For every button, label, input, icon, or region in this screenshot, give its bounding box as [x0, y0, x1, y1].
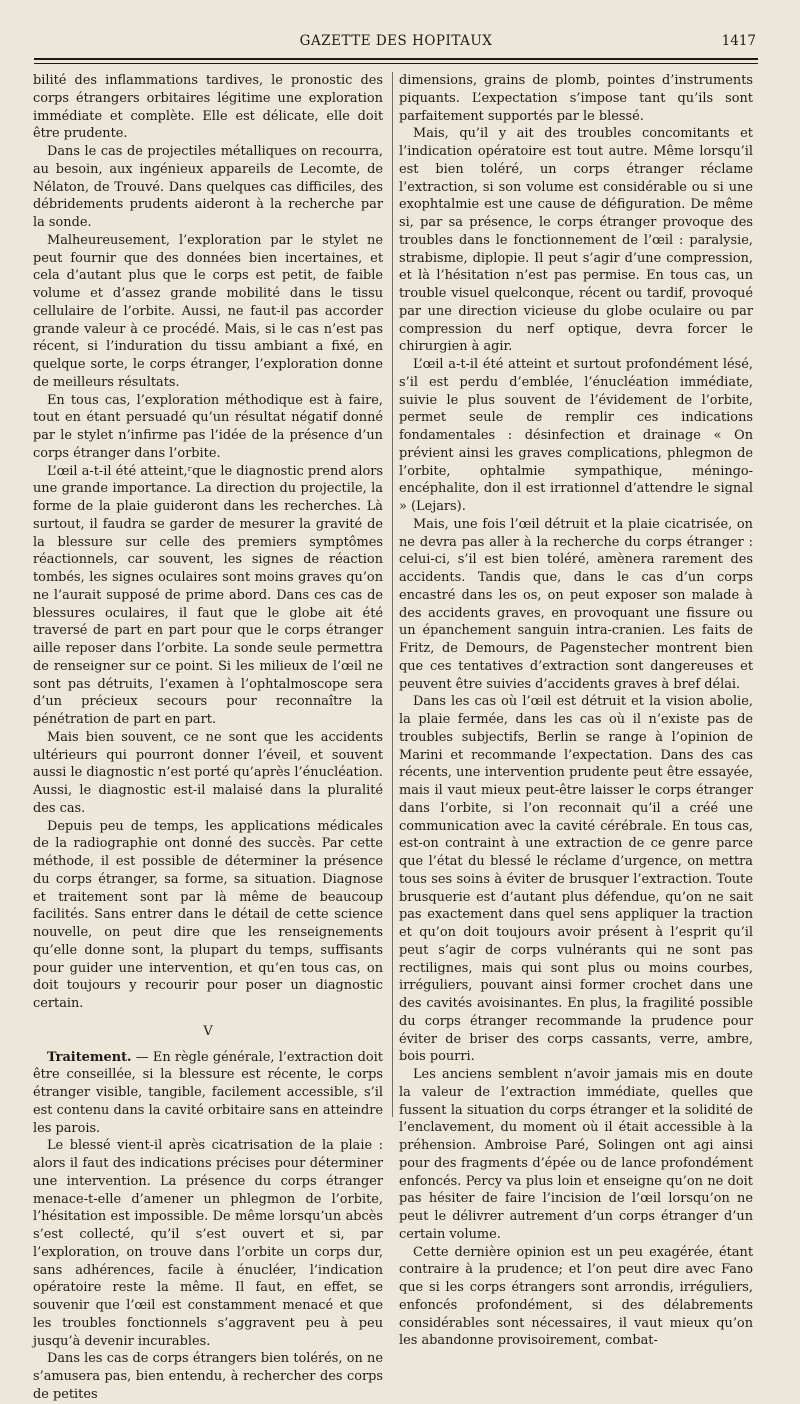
- paragraph-text: — En règle générale, l’extraction doit être conseillée, si la blessure est récente, le corps étranger visible, tangible, facilement accessible, s’il est contenu dans la cavité orbitaire sans en atteindre les parois.: [33, 1049, 383, 1136]
- paragraph: L’œil a-t-il été atteint et surtout profondément lésé, s’il est perdu d’emblée, l’énucléation immédiate, suivie le plus souvent de l’évidement de l’orbite, permet seule de remplir ces indications fondamentales : désinfection et drainage « On prévient ainsi les graves complications, phlegmon de l’orbite, ophtalmie sympathique, méningo-encéphalite, don il est irrationnel d’attendre le signal » (Lejars).: [399, 357, 753, 514]
- paragraph: Dans les cas de corps étrangers bien tolérés, on ne s’amusera pas, bien entendu, à rechercher des corps de petites: [33, 1351, 383, 1402]
- paragraph: Le blessé vient-il après cicatrisation de la plaie : alors il faut des indications précises pour déterminer une intervention. La présence du corps étranger menace-t-elle d’amener un phlegmon de l’orbite, l’hésitation est impossible. De même lorsqu’un abcès s’est collecté, qu’il s’est ouvert et si, par l’exploration, on trouve dans l’orbite un corps dur, sans adhérences, facile à énucléer, l’indication opératoire reste la même. Il faut, en effet, se souvenir que l’œil est constamment menacé et que les troubles fonctionnels s’aggravent peu à peu jusqu’à devenir incurables.: [33, 1138, 383, 1349]
- paragraph: Dans les cas où l’œil est détruit et la vision abolie, la plaie fermée, dans les cas où il n’existe pas de troubles subjectifs, Berlin se range à l’opinion de Marini et recommande l’expectation. Dans des cas récents, une intervention prudente peut être essayée, mais il vaut mieux peut-être laisser le corps étranger dans l’orbite, si l’on reconnait qu’il a créé une communication avec la cavité cérébrale. En tous cas, est-on contraint à une extraction de ce genre parce que l’état du blessé le réclame d’urgence, on mettra tous ses soins à éviter de brusquer l’extraction. Toute brusquerie est d’autant plus défendue, qu’on ne sait pas exactement dans quel sens appliquer la traction et qu’on doit toujours avoir présent à l’esprit qu’il peut s’agir de corps vulnérants qui ne sont pas rectilignes, mais qui sont plus ou moins courbes, irréguliers, pouvant ainsi former crochet dans une des cavités avoisinantes. En plus, la fragilité possible du corps étranger recommande la prudence pour éviter de briser des corps cassants, verre, ambre, bois pourri.: [399, 694, 753, 1065]
- right-column: [399, 72, 753, 1349]
- paragraph: Les anciens semblent n’avoir jamais mis en doute la valeur de l’extraction immédiate, quelles que fussent la situation du corps étranger et la solidité de l’enclavement, du moment où il était accessible à la préhension. Ambroise Paré, Solingen ont agi ainsi pour des fragments d’épée ou de lance profondément enfoncés. Percy va plus loin et enseigne qu’on ne doit pas hésiter de faire l’incision de l’œil lorsqu’on ne peut le délivrer autrement d’un corps étranger d’un certain volume.: [399, 1067, 753, 1242]
- page-number: 1417: [721, 33, 756, 49]
- paragraph: L’œil a-t-il été atteint,ʳque le diagnostic prend alors une grande importance. La direction du projectile, la forme de la plaie guideront dans les recherches. Là surtout, il faudra se garder de mesurer la gravité de la blessure sur celle des premiers symptômes réactionnels, car souvent, les signes de réaction tombés, les signes oculaires sont moins graves qu’on ne l’aurait supposé de prime abord. Dans ces cas de blessures oculaires, il faut que le globe ait été traversé de part en part pour que le corps étranger aille reposer dans l’orbite. La sonde seule permettra de renseigner sur ce point. Si les milieux de l’œil ne sont pas détruits, l’examen à l’ophtalmoscope sera d’un précieux secours pour reconnaître la pénétration de part en part.: [33, 463, 383, 727]
- header-rule-thick: [34, 58, 758, 60]
- paragraph: Mais, qu’il y ait des troubles concomitants et l’indication opératoire est tout autre. Même lorsqu’il est bien toléré, un corps étranger réclame l’extraction, si son volume est considérable ou si une exophtalmie est une cause de défiguration. De même si, par sa présence, le corps étranger provoque des troubles dans le fonctionnement de l’œil : paralysie, strabisme, diplopie. Il peut s’agir d’une compression, et là l’hésitation n’est pas permise. En tous cas, un trouble visuel quelconque, récent ou tardif, provoqué par une direction vicieuse du globe oculaire ou par compression du nerf optique, devra forcer le chirurgien à agir.: [399, 126, 753, 355]
- paragraph: Depuis peu de temps, les applications médicales de la radiographie ont donné des succès. Par cette méthode, il est possible de déterminer la présence du corps étranger, sa forme, sa situation. Diagnose et traitement sont par là même de beaucoup facilités. Sans entrer dans le détail de cette science nouvelle, on peut dire que les renseignements qu’elle donne sont, la plupart du temps, suffisants pour guider une intervention, et qu’en tous cas, on doit toujours y recourir pour poser un diagnostic certain.: [33, 818, 383, 1011]
- paragraph: Mais, une fois l’œil détruit et la plaie cicatrisée, on ne devra pas aller à la recherche du corps étranger : celui-ci, s’il est bien toléré, amènera rarement des accidents. Tandis que, dans le cas d’un corps encastré dans les os, on peut exposer son malade à des accidents graves, en provoquant une fissure ou un épanchement sanguin intra-cranien. Les faits de Fritz, de Demours, de Pagenstecher montrent bien que ces tentatives d’extraction sont dangereuses et peuvent être suivies d’accidents graves à bref délai.: [399, 516, 753, 692]
- paragraph: En tous cas, l’exploration méthodique est à faire, tout en étant persuadé qu’un résultat négatif donné par le stylet n’infirme pas l’idée de la présence d’un corps étranger dans l’orbite.: [33, 392, 383, 461]
- header-rule-thin: [34, 63, 758, 64]
- column-divider: [392, 72, 393, 1117]
- paragraph: Mais bien souvent, ce ne sont que les accidents ultérieurs qui pourront donner l’éveil, et souvent aussi le diagnostic n’est porté qu’après l’énucléation. Aussi, le diagnostic est-il malaisé dans la pluralité des cas.: [33, 729, 383, 816]
- section-heading: V: [203, 1023, 213, 1039]
- publication-title: GAZETTE DES HOPITAUX: [299, 33, 493, 49]
- page-header: [30, 33, 762, 53]
- paragraph: Malheureusement, l’exploration par le stylet ne peut fournir que des données bien incertaines, et cela d’autant plus que le corps est petit, de faible volume et d’assez grande mobilité dans le tissu cellulaire de l’orbite. Aussi, ne faut-il pas accorder grande valeur à ce procédé. Mais, si le cas n’est pas récent, si l’induration du tissu ambiant a fixé, en quelque sorte, le corps étranger, l’exploration donne de meilleurs résultats.: [33, 232, 383, 390]
- paragraph-treatment: [33, 1049, 383, 1138]
- paragraph: bilité des inflammations tardives, le pronostic des corps étrangers orbitaires légitime une exploration immédiate et complète. Elle est délicate, elle doit être prudente.: [33, 73, 383, 142]
- left-column: [33, 72, 383, 1402]
- paragraph: dimensions, grains de plomb, pointes d’instruments piquants. L’expectation s’impose tant qu’ils sont parfaitement supportés par le blessé.: [399, 73, 753, 124]
- paragraph: Dans le cas de projectiles métalliques on recourra, au besoin, aux ingénieux appareils de Lecomte, de Nélaton, de Trouvé. Dans quelques cas difficiles, des débridements prudents aideront à la recherche par la sonde.: [33, 144, 383, 230]
- paragraph: Cette dernière opinion est un peu exagérée, étant contraire à la prudence; et l’on peut dire avec Fano que si les corps étrangers sont arrondis, irréguliers, enfoncés profondément, si des délabrements considérables sont nécessaires, il vaut mieux qu’on les abandonne provisoirement, combat-: [399, 1244, 753, 1349]
- lead-term: Traitement.: [47, 1049, 132, 1065]
